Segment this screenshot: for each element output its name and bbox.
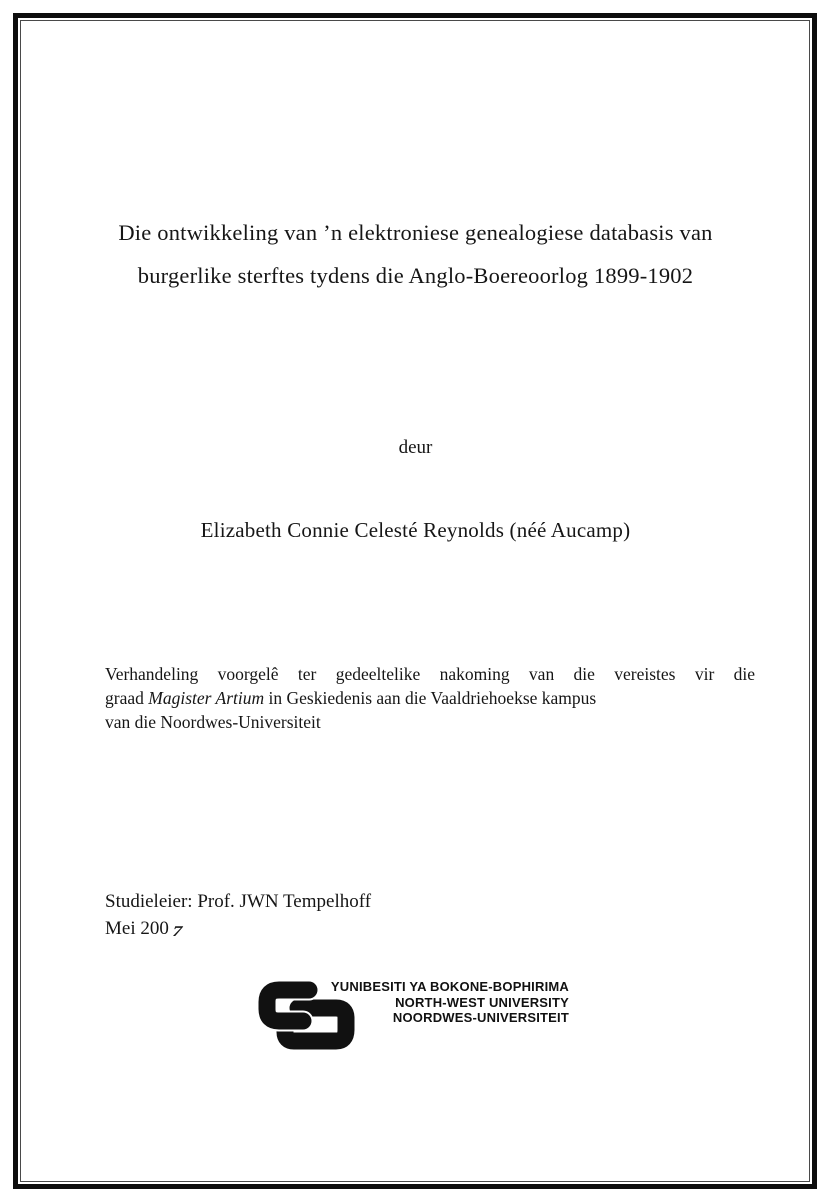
- date-line: [105, 915, 371, 942]
- degree-name: Magister Artium: [143, 687, 265, 708]
- university-logo: [257, 975, 577, 1055]
- supervisor-and-date: [105, 888, 371, 942]
- author-name: Elizabeth Connie Celesté Reynolds (néé Aucamp): [200, 518, 631, 542]
- submission-line1: Verhandeling voorgelê ter gedeeltelike nakoming van die vereistes vir die: [105, 664, 755, 684]
- university-name-lines: [317, 979, 569, 1026]
- university-name-afrikaans: NOORDWES-UNIVERSITEIT: [392, 1010, 569, 1025]
- thesis-title-line2: burgerlike sterftes tydens die Anglo-Boereoorlog 1899-1902: [137, 263, 694, 288]
- supervisor-line: Studieleier: Prof. JWN Tempelhoff: [105, 891, 372, 912]
- submission-line3: van die Noordwes-Universiteit: [105, 711, 321, 732]
- submission-statement: [105, 663, 755, 734]
- date-prefix: Mei 200: [105, 918, 169, 939]
- submission-line2-pre: graad: [105, 687, 144, 708]
- university-name-setswana: YUNIBESITI YA BOKONE-BOPHIRIMA: [330, 979, 569, 994]
- date-last-digit: 7: [169, 923, 185, 940]
- thesis-title: [60, 211, 771, 297]
- submission-line2: [105, 687, 755, 711]
- submission-line2-post: in Geskiedenis aan die Vaaldriehoekse kampus: [264, 687, 597, 708]
- university-name-english: NORTH-WEST UNIVERSITY: [395, 994, 569, 1010]
- byline-label: deur: [398, 437, 433, 458]
- thesis-title-line1: Die ontwikkeling van ’n elektroniese genealogiese databasis van: [118, 220, 713, 245]
